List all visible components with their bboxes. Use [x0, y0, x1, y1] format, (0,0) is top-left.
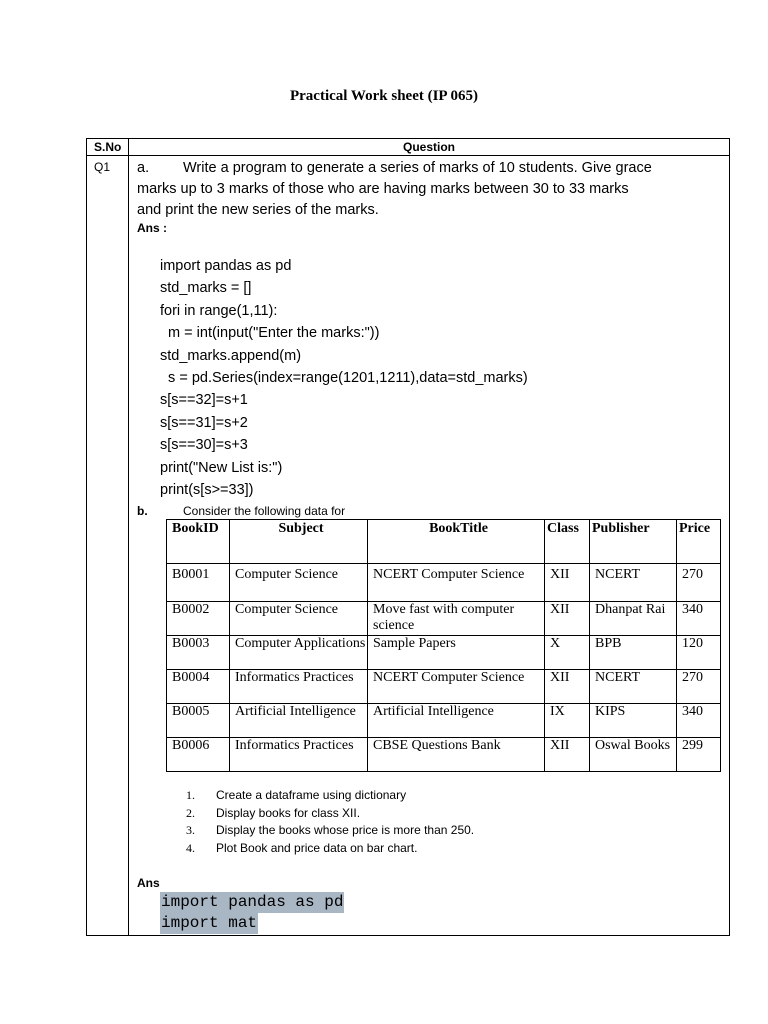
task-list: [186, 787, 474, 857]
table-cell: Artificial Intelligence: [230, 704, 368, 738]
code-line: s[s==32]=s+1: [160, 392, 248, 409]
part-a-line-2: marks up to 3 marks of those who are having marks between 30 to 33 marks: [137, 181, 629, 197]
table-cell: Sample Papers: [368, 636, 545, 670]
table-cell: NCERT Computer Science: [368, 564, 545, 602]
table-cell: B0002: [167, 602, 230, 636]
code-line: fori in range(1,11):: [160, 302, 278, 319]
code-line: import pandas as pd: [161, 893, 344, 911]
table-cell: Informatics Practices: [230, 670, 368, 704]
table-row: [167, 564, 721, 602]
table-cell: KIPS: [590, 704, 677, 738]
header-question: Question: [402, 140, 455, 154]
table-row: [167, 704, 721, 738]
part-b-label: b.: [137, 504, 148, 518]
table-cell: 299: [677, 738, 721, 772]
table-cell: Artificial Intelligence: [368, 704, 545, 738]
list-item: [186, 787, 474, 805]
part-a-line-1: Write a program to generate a series of marks of 10 students. Give grace: [183, 160, 652, 176]
table-cell: Computer Applications: [230, 636, 368, 670]
part-a-line-3: and print the new series of the marks.: [137, 202, 379, 218]
table-cell: 340: [677, 602, 721, 636]
table-cell: B0001: [167, 564, 230, 602]
code-line: print("New List is:"): [160, 459, 283, 476]
header-sno: S.No: [94, 140, 122, 154]
list-item: [186, 840, 474, 858]
code-line: import pandas as pd: [160, 258, 292, 274]
worksheet-title: Practical Work sheet (IP 065): [289, 88, 479, 104]
table-cell: 120: [677, 636, 721, 670]
column-header-subject: Subject: [230, 520, 368, 564]
task-number: 1.: [186, 788, 195, 802]
part-b-text: Consider the following data for: [183, 504, 346, 518]
task-number: 2.: [186, 805, 195, 820]
part-a-label: a.: [137, 160, 150, 176]
table-row: [167, 636, 721, 670]
table-cell: XII: [545, 564, 590, 602]
question-a-text: [137, 158, 722, 221]
books-data-table: [166, 519, 721, 772]
code-line: std_marks = []: [160, 280, 252, 297]
table-cell: NCERT Computer Science: [368, 670, 545, 704]
list-item: [186, 805, 474, 823]
code-line: s[s==31]=s+2: [160, 414, 248, 431]
code-line: print(s[s>=33]): [160, 481, 254, 498]
table-cell: NCERT: [590, 670, 677, 704]
column-header-bookid: BookID: [167, 520, 230, 564]
table-cell: Oswal Books: [590, 738, 677, 772]
table-cell: 340: [677, 704, 721, 738]
code-line: s = pd.Series(index=range(1201,1211),data=std_marks): [160, 369, 528, 386]
table-cell: XII: [545, 670, 590, 704]
list-item: [186, 822, 474, 840]
table-cell: CBSE Questions Bank: [368, 738, 545, 772]
question-number: Q1: [94, 160, 111, 174]
code-line: std_marks.append(m): [160, 347, 302, 364]
table-cell: B0006: [167, 738, 230, 772]
table-cell: B0005: [167, 704, 230, 738]
code-line: import mat: [161, 914, 258, 932]
table-cell: Informatics Practices: [230, 738, 368, 772]
task-text: Display the books whose price is more than 250.: [216, 823, 475, 837]
task-text: Display books for class XII.: [216, 805, 361, 820]
header-divider: [86, 155, 730, 156]
table-cell: B0003: [167, 636, 230, 670]
code-line: m = int(input("Enter the marks:")): [160, 325, 380, 342]
table-row: [167, 738, 721, 772]
answer-code-block: [160, 255, 528, 501]
table-cell: B0004: [167, 670, 230, 704]
table-cell: XII: [545, 738, 590, 772]
table-cell: Computer Science: [230, 602, 368, 636]
task-text: Plot Book and price data on bar chart.: [216, 840, 418, 855]
column-divider: [128, 138, 129, 936]
column-header-class: Class: [545, 520, 590, 564]
task-text: Create a dataframe using dictionary: [216, 788, 407, 802]
answer-label: Ans :: [137, 221, 167, 235]
answer-label-b: Ans: [137, 876, 160, 890]
table-row: [167, 602, 721, 636]
code-line: s[s==30]=s+3: [160, 437, 248, 454]
column-header-price: Price: [677, 520, 721, 564]
table-row: [167, 670, 721, 704]
table-cell: 270: [677, 564, 721, 602]
column-header-publisher: Publisher: [590, 520, 677, 564]
table-cell: IX: [545, 704, 590, 738]
table-cell: X: [545, 636, 590, 670]
answer-code-block-b: [160, 892, 344, 934]
column-header-booktitle: BookTitle: [368, 520, 545, 564]
task-number: 4.: [186, 840, 195, 855]
table-cell: 270: [677, 670, 721, 704]
table-cell: Computer Science: [230, 564, 368, 602]
table-cell: Move fast with computer science: [368, 602, 545, 636]
table-cell: NCERT: [590, 564, 677, 602]
table-cell: Dhanpat Rai: [590, 602, 677, 636]
table-cell: XII: [545, 602, 590, 636]
task-number: 3.: [186, 823, 195, 837]
table-cell: BPB: [590, 636, 677, 670]
